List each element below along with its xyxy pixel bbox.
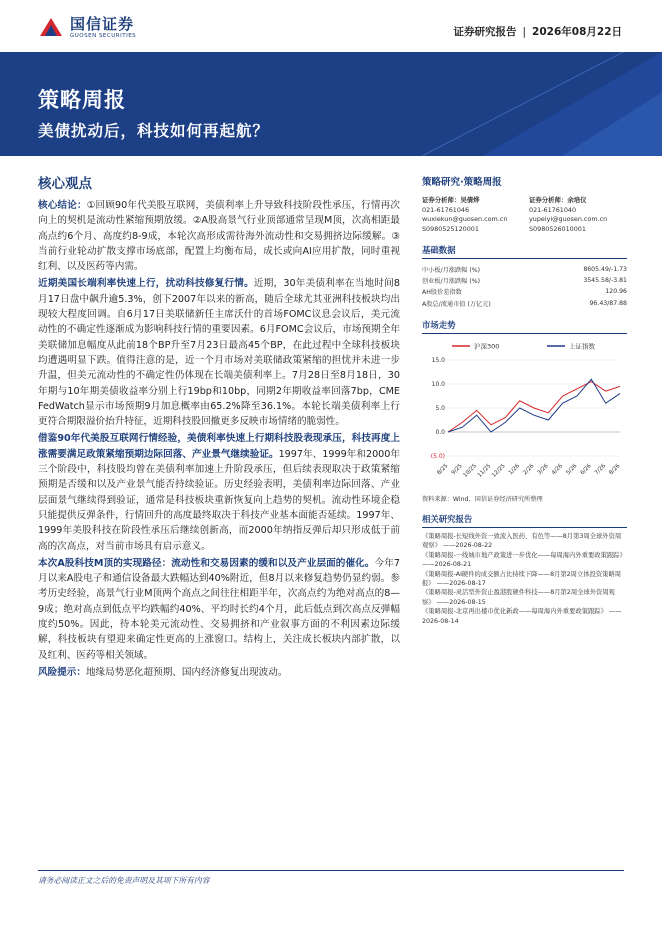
paragraph-text: 1997年、1999年和2000年三个阶段中，科技股均曾在美债利率加速上升阶段承压，但后续表现取决于政策紧缩预期是否缓和以及产业景气能否持续验证。历史经验表明，美债利率边际回落、产业层面景气继续得到验证，通常是科技板块重新恢复向上趋势的契机。流动性环境企稳只能提供反弹条件，行情回升的高度最终取决于科技产业基本面能否延续。1997年、1999年美股科技在阶段性承压后继续创新高，而2000年纳指反弹后却只形成低于前高的次高点，对当前市场具有启示意义。 <box>38 448 400 552</box>
analyst-phone: 021-61761046 <box>422 205 470 214</box>
related-report-item[interactable]: 《策略周报-AI硬件的成交额占比持续下降——8月第2周立体投资策略周报》 ——2026-08-17 <box>422 570 622 587</box>
y-tick-label: 5.0 <box>435 404 445 412</box>
series-line <box>448 379 620 432</box>
market-row-name: 创业板/月涨跌幅 (%) <box>422 277 481 285</box>
report-meta: 证券研究报告 | 2026年08月22日 <box>453 26 622 38</box>
analyst-block <box>422 196 627 234</box>
y-tick-label: 15.0 <box>431 356 445 364</box>
report-subtitle: 美债扰动后，科技如何再起航？ <box>38 122 270 140</box>
related-reports-list <box>422 532 627 626</box>
market-row-value: 3545.58/-3.81 <box>583 276 627 284</box>
sidebar-title: 策略研究·策略周报 <box>422 177 502 188</box>
market-row-name: A股总/流通市值 (万亿元) <box>422 300 491 308</box>
trend-chart-svg <box>422 338 627 488</box>
market-data-table <box>422 263 627 309</box>
market-row-value: 96.43/87.88 <box>589 299 627 307</box>
x-tick-label: 11/25 <box>476 463 493 479</box>
market-data-title: 基础数据 <box>422 244 627 259</box>
page-header <box>0 0 662 52</box>
paragraph <box>38 665 400 680</box>
analyst-email[interactable]: wuxiekun@guosen.com.cn <box>422 215 508 224</box>
legend-label: 上证指数 <box>569 342 595 351</box>
x-tick-label: 9/25 <box>450 463 464 477</box>
y-tick-label: (5.0) <box>430 452 445 460</box>
related-report-item[interactable]: 《策略周报-一线城市地产政策进一步优化——每周海内外重要政策跟踪》 ——2026-08-21 <box>422 551 626 569</box>
section-title: 核心观点 <box>38 176 92 192</box>
chart-source: 资料来源：Wind、国信证券经济研究所整理 <box>422 495 543 503</box>
paragraph-lead: 核心结论： <box>38 200 87 211</box>
analyst-license: S0980525120001 <box>422 224 479 233</box>
x-tick-label: 2/26 <box>522 463 536 477</box>
paragraph-lead: 风险提示： <box>38 666 86 678</box>
x-tick-label: 10/25 <box>462 463 479 479</box>
market-row-name: 中小板/月涨跌幅 (%) <box>422 266 481 274</box>
paragraph <box>38 556 400 663</box>
paragraph-lead: 近期美国长端利率快速上行，扰动科技修复行情。 <box>38 278 254 290</box>
logo-en: GUOSEN SECURITIES <box>70 32 137 39</box>
paragraph-text: 近期，30年美债利率在当地时间8月17日盘中飙升逾5.3%，创下2007年以来的新高，随后全球尤其亚洲科技板块均出现较大程度回调。自6月17日美联储新任主席沃什的首场FOMC议息会议后，美元流动性的不确定性逐渐成为影响科技行情的重要因素。6月FOMC会议后，市场预期全年美联储加息幅度从此前18个BP升至7月23日最高45个BP，在此过程中全球科技板块均遭遇明显下跌。值得注意的是，近一个月市场对美联储政策紧缩的担忧并未进一步升温，但美元流动性的不确定性仍体现在长端美债利率上。7月28日至8月18日，30年期与10年期美债收益率分别上行19bp和10bp，同期2年期收益率回落7bp，CME FedWatch显示市场预期9月加息概率由65.2%降至36.1%。本轮长端美债利率上行更符合期限溢价抬升特征，近期科技股回撤更多反映市场情绪的脆弱性。 <box>38 278 401 428</box>
sidebar <box>422 172 627 626</box>
analyst-phone: 021-61761040 <box>529 205 577 214</box>
report-type: 证券研究报告 <box>453 26 517 38</box>
market-row <box>422 275 627 286</box>
paragraph-text: 今年7月以来A股电子和通信设备最大跌幅达到40%附近，但8月以来修复趋势仍显约弱。参考历史经验，高景气行业M顶两个高点之间往往相距半年，次高点约为绝对高点的8—9成；绝对高点到低点平均跌幅约40%、平均时长约4个月，此后低点到次高点反弹幅度约50%。因此，待本轮美元流动性、交易拥挤和产业叙事方面的不利因素边际缓解，科技板块有望迎来确定性更高的上涨窗口。结构上，关注成长板块内部扩散，以及红利、医药等相关领域。 <box>38 557 400 661</box>
related-reports-title: 相关研究报告 <box>422 513 627 528</box>
paragraph-text: ①回顾90年代美股互联网，美债利率上升导致科技阶段性承压，行情再次向上的契机是流动性紧缩预期放缓。②A股高景气行业顶部通常呈现M顶，次高相距最高点约6个月、高度约8-9成，本轮次高形成需待海外流动性和交易拥挤边际缓解。③当前行业轮动扩散支撑市场底部，配置上均衡布局，成长或向AI应用扩散，同时重视红利、以及医药等内需。 <box>38 200 401 273</box>
related-report-item[interactable]: 《策略周报-北京再出楼市优化新政——每周海内外重要政策跟踪》 ——2026-08-14 <box>422 608 622 625</box>
market-row-value: 120.96 <box>605 288 627 296</box>
x-tick-label: 3/26 <box>536 463 550 477</box>
analyst-label: 证券分析师：余培仪 <box>529 196 587 204</box>
report-date: 2026年08月22日 <box>532 26 622 38</box>
x-tick-label: 5/26 <box>565 463 579 477</box>
x-tick-label: 6/26 <box>579 463 593 477</box>
market-row <box>422 298 627 309</box>
paragraph-lead: 借鉴90年代美股互联网行情经验，美债利率快速上行期科技股表现承压，科技再度上涨需要满足政策紧缩预期边际回落、产业景气继续验证。 <box>38 433 400 460</box>
guosen-logo-icon <box>38 14 64 40</box>
market-row-value: 8605.49/-1.73 <box>583 265 627 273</box>
logo <box>38 14 136 40</box>
series-line <box>448 381 620 431</box>
analyst-license: S0980526010001 <box>529 224 586 233</box>
title-banner <box>0 52 662 156</box>
paragraph <box>38 276 400 429</box>
related-report-item[interactable]: 《策略周报-长短线外资一致流入医药、有色等——8月第3周全球外资周观察》 ——2026-08-22 <box>422 532 622 550</box>
legend-label: 沪深300 <box>474 342 500 351</box>
market-row <box>422 286 627 297</box>
x-tick-label: 8/25 <box>436 463 450 477</box>
paragraph-list <box>38 198 400 680</box>
market-row-name: AH股价差指数 <box>422 289 462 297</box>
x-tick-label: 1/26 <box>507 463 522 477</box>
market-trend-chart <box>422 338 627 492</box>
paragraph <box>38 431 400 553</box>
market-row <box>422 263 627 274</box>
analyst-label: 证券分析师：吴倩烨 <box>422 196 480 204</box>
x-tick-label: 4/26 <box>550 463 565 477</box>
core-views <box>38 172 400 682</box>
report-title: 策略周报 <box>38 88 126 112</box>
analyst-1 <box>422 196 520 234</box>
x-tick-label: 8/26 <box>608 463 622 477</box>
paragraph <box>38 198 400 274</box>
y-tick-label: 10.0 <box>431 380 445 388</box>
market-trend-title: 市场走势 <box>422 319 627 334</box>
y-tick-label: 0.0 <box>435 428 445 436</box>
logo-cn: 国信证券 <box>70 14 135 33</box>
paragraph-text: 地缘局势恶化超预期、国内经济修复出现波动。 <box>85 666 288 678</box>
x-tick-label: 12/25 <box>491 463 507 479</box>
analyst-email[interactable]: yupeiyi@guosen.com.cn <box>529 215 608 224</box>
analyst-2 <box>529 196 627 234</box>
banner-decoration-icon <box>362 52 662 156</box>
paragraph-lead: 本次A股科技M顶的实现路径：流动性和交易因素的缓和以及产业层面的催化。 <box>38 557 375 569</box>
x-tick-label: 7/26 <box>593 463 608 477</box>
footer-disclaimer: 请务必阅读正文之后的免责声明及其项下所有内容 <box>38 870 624 886</box>
related-report-item[interactable]: 《策略周报-灵活型外资止盈港股硬件科技——8月第2周全球外资周观察》 ——2026-08-15 <box>422 589 615 606</box>
